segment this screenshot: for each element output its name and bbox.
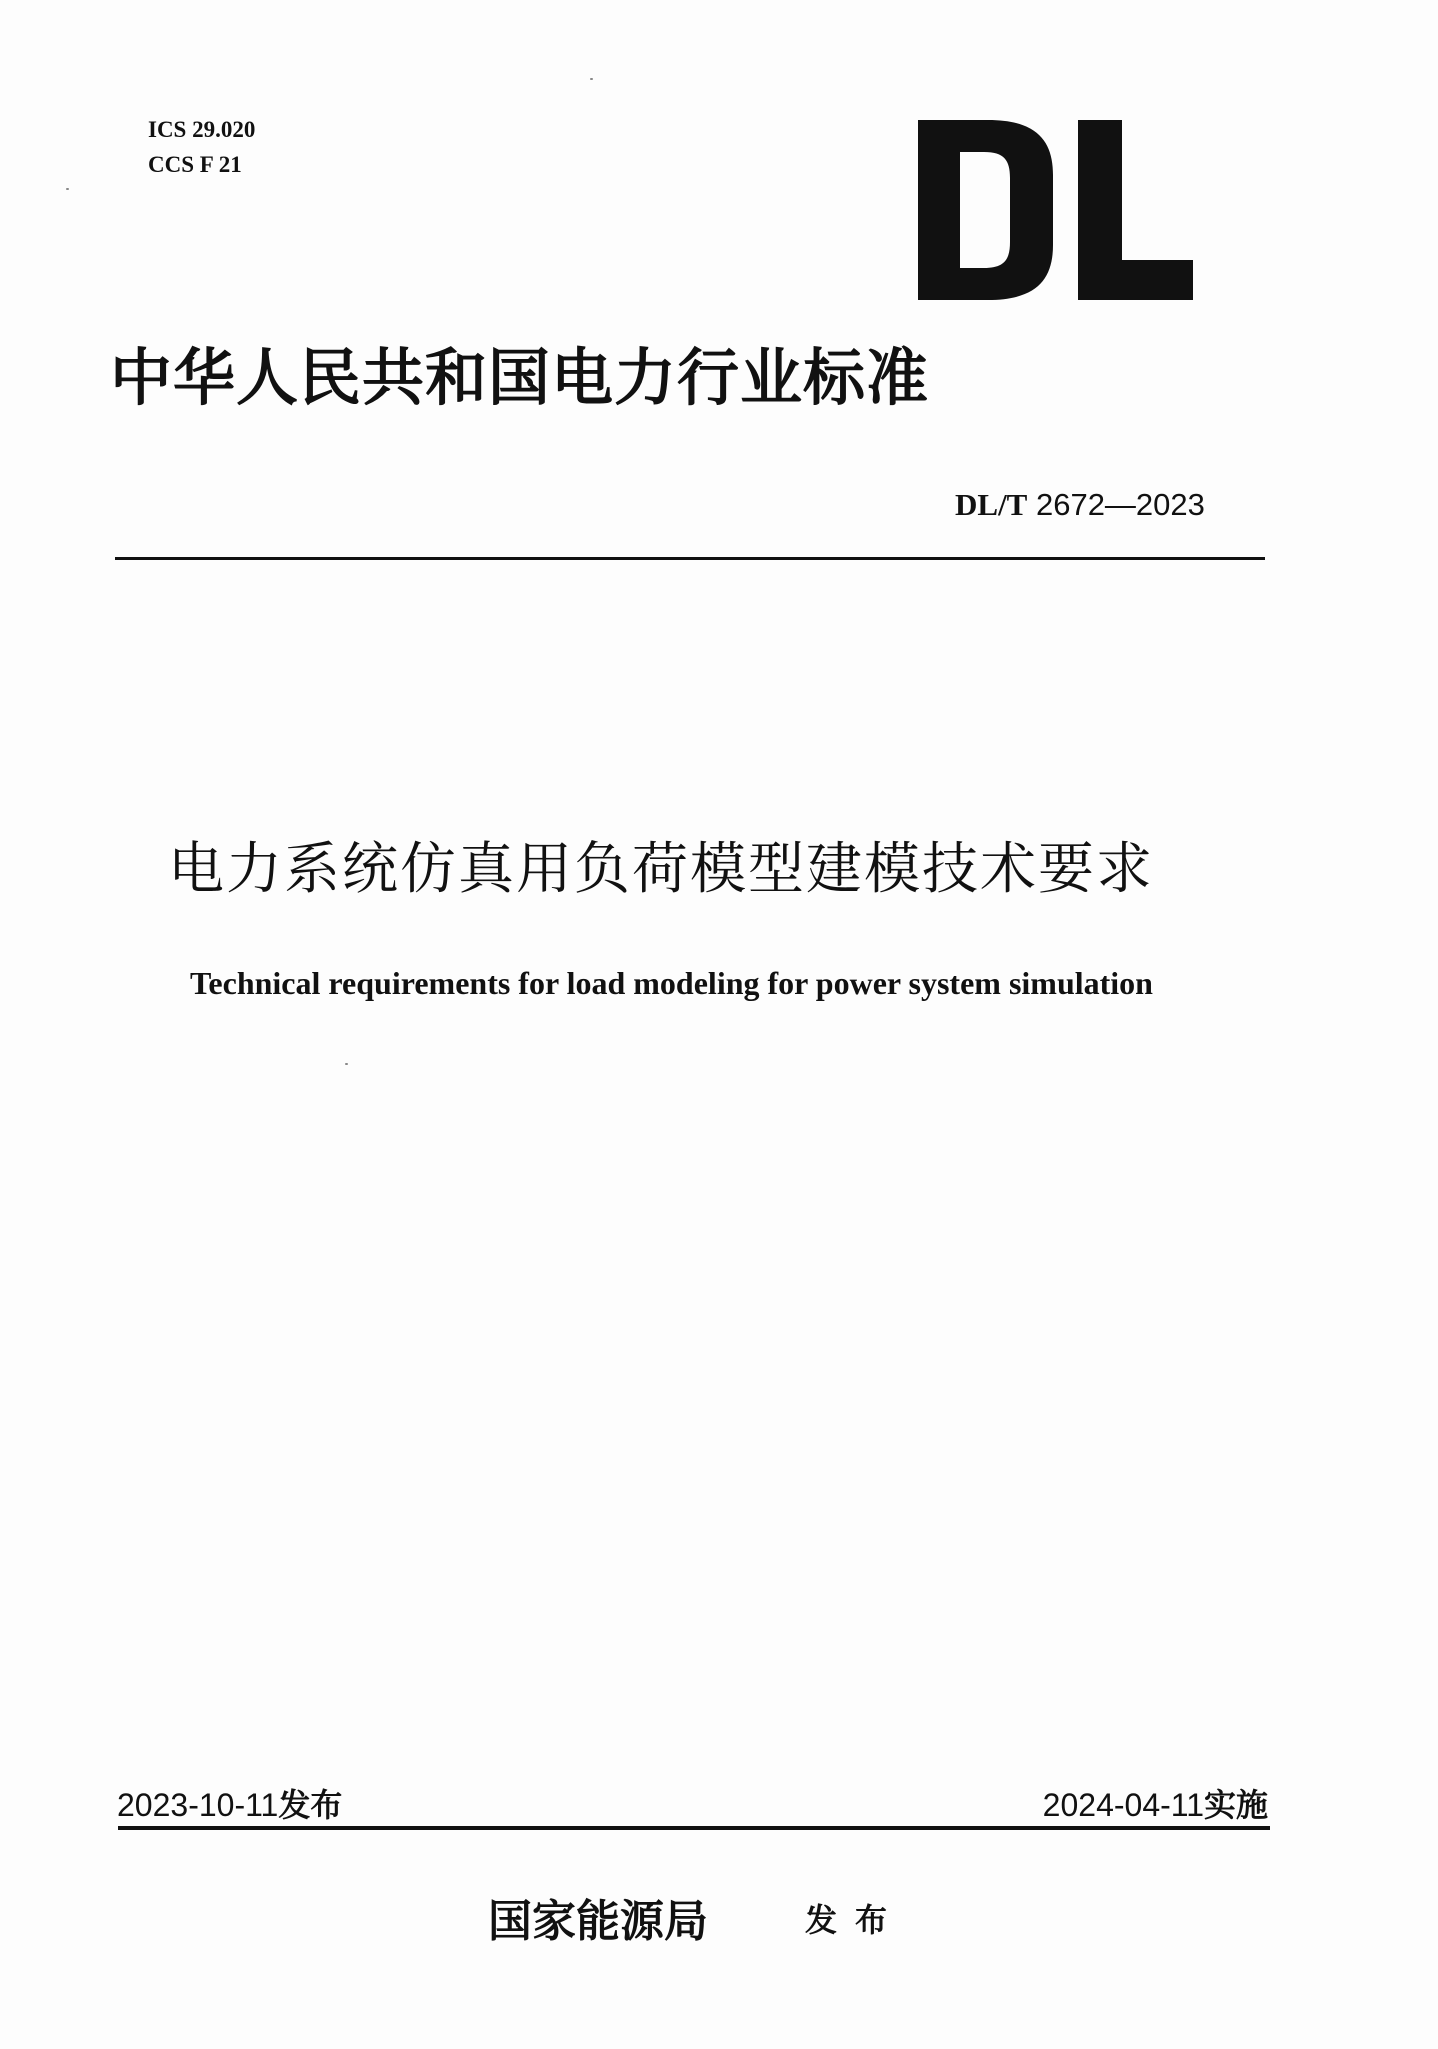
standard-number-rest: 2672—2023 <box>1027 487 1205 522</box>
effective-date <box>1043 1780 1268 1826</box>
classification-codes <box>148 112 255 182</box>
issue-date-label: 发布 <box>278 1786 343 1824</box>
effective-date-label: 实施 <box>1203 1786 1268 1824</box>
top-divider <box>115 557 1265 560</box>
scan-speck <box>345 1063 348 1065</box>
scan-speck <box>590 78 593 80</box>
dl-logo <box>918 120 1193 300</box>
standard-number <box>955 487 1205 523</box>
chinese-title: 电力系统仿真用负荷模型建模技术要求 <box>168 837 1154 902</box>
effective-date-value: 2024-04-11 <box>1042 1787 1204 1823</box>
issue-word: 发布 <box>805 1901 906 1939</box>
ccs-code: CCS F 21 <box>148 152 242 177</box>
issue-date <box>117 1780 342 1826</box>
standard-number-prefix: DL/T <box>955 487 1028 522</box>
issuing-authority: 国家能源局 <box>488 1896 708 1947</box>
issue-date-value: 2023-10-11 <box>117 1787 279 1823</box>
ics-code: ICS 29.020 <box>148 117 256 142</box>
national-standard-title: 中华人民共和国电力行业标准 <box>110 341 930 414</box>
english-title: Technical requirements for load modeling for power system simulation <box>190 965 1153 1001</box>
bottom-divider <box>118 1826 1270 1830</box>
scan-speck <box>66 188 69 190</box>
